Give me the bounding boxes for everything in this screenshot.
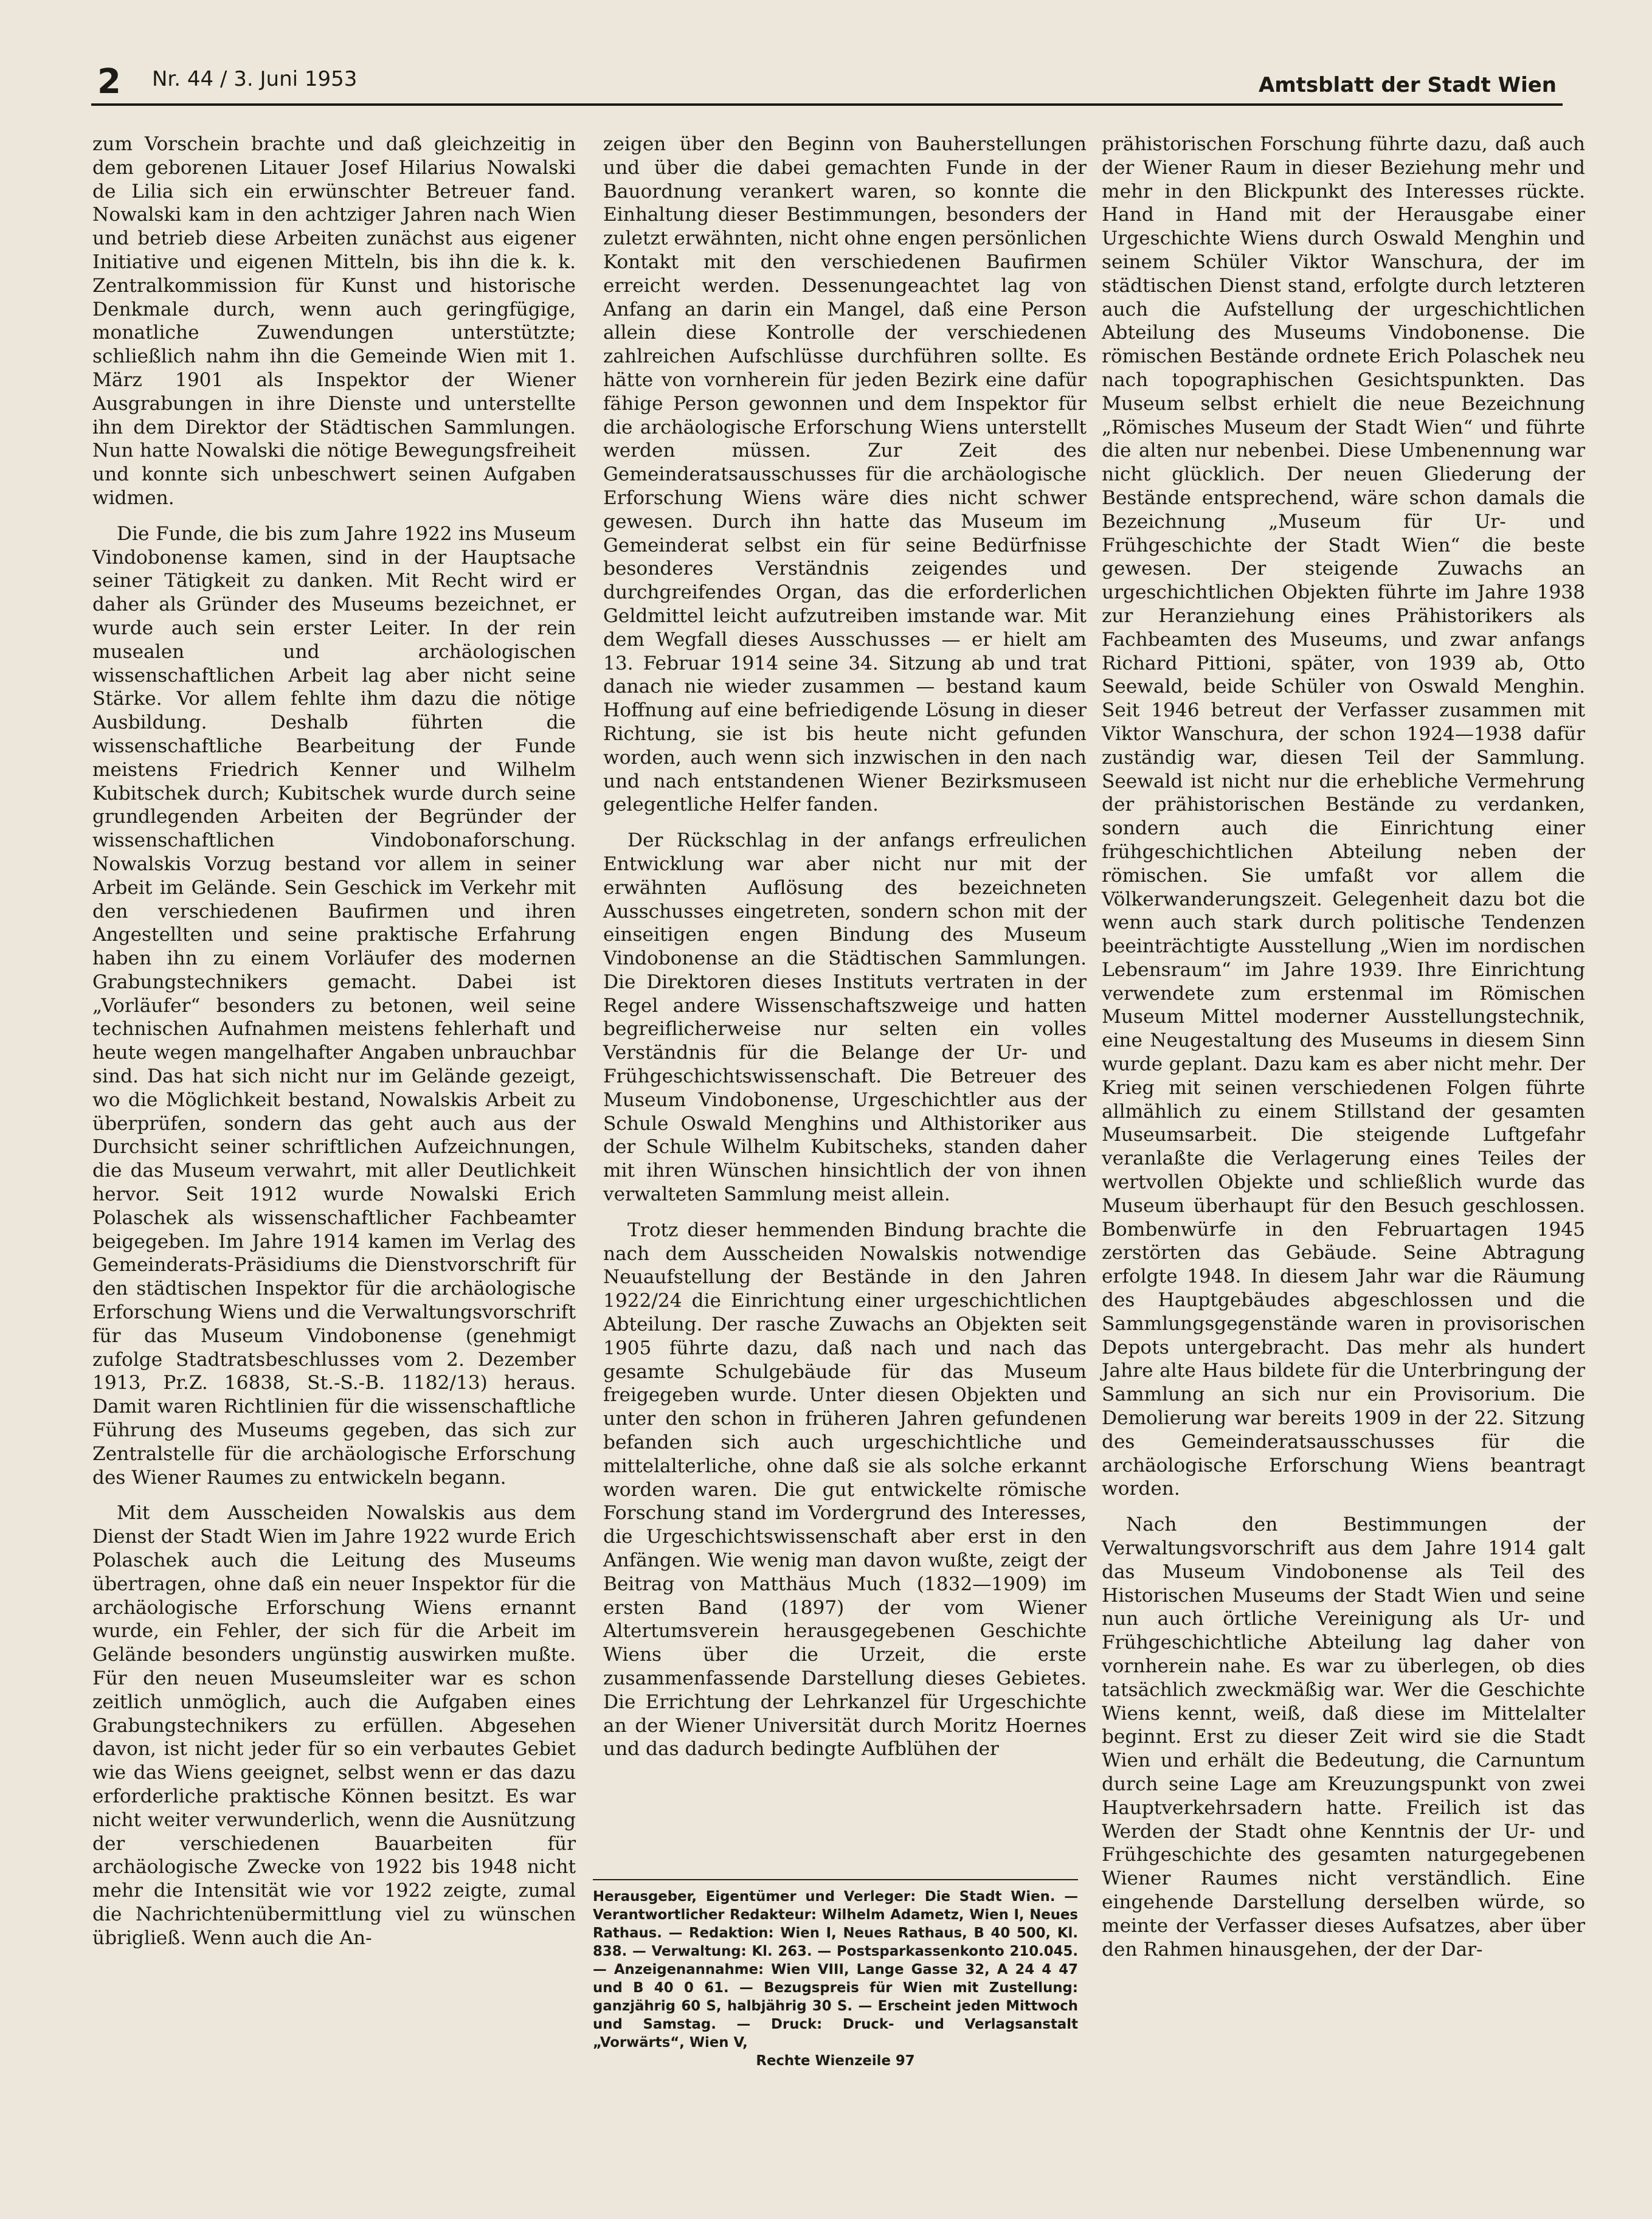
- paragraph: zum Vorschein brachte und daß gleichzeitig in dem geborenen Litauer Josef Hilarius Nowalski de Lilia sich ein erwünschter Betreuer fand. Nowalski kam in den achtziger Jahren nach Wien und betrieb diese Arbeiten zunächst aus eigener Initiative und eigenen Mitteln, bis ihn die k. k. Zentralkommission für Kunst und historische Denkmale durch, wenn auch geringfügige, monatliche Zuwendungen unterstützte; schließlich nahm ihn die Gemeinde Wien mit 1. März 1901 als Inspektor der Wiener Ausgrabungen in ihre Dienste und unterstellte ihn dem Direktor der Städtischen Sammlungen. Nun hatte Nowalski die nötige Bewegungsfreiheit und konnte sich unbeschwert seinen Aufgaben widmen.: [92, 133, 576, 509]
- text-column-3: [1102, 133, 1585, 1961]
- paragraph: prähistorischen Forschung führte dazu, daß auch der Wiener Raum in dieser Beziehung mehr und mehr in den Blickpunkt des Interesses rückte. Hand in Hand mit der Herausgabe einer Urgeschichte Wiens durch Oswald Menghin und seinem Schüler Viktor Wanschura, der im städtischen Dienst stand, erfolgte durch letzteren auch die Aufstellung der urgeschichtlichen Abteilung des Museums Vindobonense. Die römischen Bestände ordnete Erich Polaschek neu nach topographischen Gesichtspunkten. Das Museum selbst erhielt die neue Bezeichnung „Römisches Museum der Stadt Wien“ und führte die alten nur nebenbei. Diese Umbenennung war nicht glücklich. Der neuen Gliederung der Bestände entsprechend, wäre schon damals die Bezeichnung „Museum für Ur- und Frühgeschichte der Stadt Wien“ die beste gewesen. Der steigende Zuwachs an urgeschichtlichen Objekten führte im Jahre 1938 zur Heranziehung eines Prähistorikers als Fachbeamten des Museums, und zwar anfangs Richard Pittioni, später, von 1939 ab, Otto Seewald, beide Schüler von Oswald Menghin. Seit 1946 betreut der Verfasser zusammen mit Viktor Wanschura, der schon 1924—1938 dafür zuständig war, diesen Teil der Sammlung. Seewald ist nicht nur die erhebliche Vermehrung der prähistorischen Bestände zu verdanken, sondern auch die Einrichtung einer frühgeschichtlichen Abteilung neben der römischen. Sie umfaßt vor allem die Völkerwanderungszeit. Gelegenheit dazu bot die wenn auch stark durch politische Tendenzen beeinträchtigte Ausstellung „Wien im nordischen Lebensraum“ im Jahre 1939. Ihre Einrichtung verwendete zum erstenmal im Römischen Museum Mittel moderner Ausstellungstechnik, eine Neugestaltung des Museums in diesem Sinn wurde geplant. Dazu kam es aber nicht mehr. Der Krieg mit seinen verschiedenen Folgen führte allmählich zu einem Stillstand der gesamten Museumsarbeit. Die steigende Luftgefahr veranlaßte die Verlagerung eines Teiles der wertvollen Objekte und schließlich wurde das Museum überhaupt für den Besuch geschlossen. Bombenwürfe in den Februartagen 1945 zerstörten das Gebäude. Seine Abtragung erfolgte 1948. In diesem Jahr war die Räumung des Hauptgebäudes abgeschlossen und die Sammlungsgegenstände waren in provisorischen Depots untergebracht. Das mehr als hundert Jahre alte Haus bildete für die Unterbringung der Sammlung an sich nur ein Provisorium. Die Demolierung war bereits 1909 in der 22. Sitzung des Gemeinderatsausschusses für die archäologische Erforschung Wiens beantragt worden.: [1102, 133, 1585, 1500]
- page-header: [91, 61, 1563, 106]
- text-column-2: [603, 133, 1087, 1761]
- paragraph: Der Rückschlag in der anfangs erfreulichen Entwicklung war aber nicht nur mit der erwähnten Auflösung des bezeichneten Ausschusses eingetreten, sondern schon mit der einseitigen engen Bindung des Museum Vindobonense an die Städtischen Sammlungen. Die Direktoren dieses Instituts vertraten in der Regel andere Wissenschaftszweige und hatten begreiflicherweise nur selten ein volles Verständnis für die Belange der Ur- und Frühgeschichtswissenschaft. Die Betreuer des Museum Vindobonense, Urgeschichtler aus der Schule Oswald Menghins und Althistoriker aus der Schule Wilhelm Kubitscheks, standen daher mit ihren Wünschen hinsichtlich der von ihnen verwalteten Sammlung meist allein.: [603, 829, 1087, 1206]
- paragraph: Trotz dieser hemmenden Bindung brachte die nach dem Ausscheiden Nowalskis notwendige Neuaufstellung der Bestände in den Jahren 1922/24 die Einrichtung einer urgeschichtlichen Abteilung. Der rasche Zuwachs an Objekten seit 1905 führte dazu, daß nach und nach das gesamte Schulgebäude für das Museum freigegeben wurde. Unter diesen Objekten und unter den schon in früheren Jahren gefundenen befanden sich auch urgeschichtliche und mittelalterliche, ohne daß sie als solche erkannt worden waren. Die gut entwickelte römische Forschung stand im Vordergrund des Interesses, die Urgeschichtswissenschaft aber erst in den Anfängen. Wie wenig man davon wußte, zeigt der Beitrag von Matthäus Much (1832—1909) im ersten Band (1897) der vom Wiener Altertumsverein herausgegebenen Geschichte Wiens über die Urzeit, die erste zusammenfassende Darstellung dieses Gebietes. Die Errichtung der Lehrkanzel für Urgeschichte an der Wiener Universität durch Moritz Hoernes und das dadurch bedingte Aufblühen der: [603, 1219, 1087, 1760]
- paragraph: Nach den Bestimmungen der Verwaltungsvorschrift aus dem Jahre 1914 galt das Museum Vindobonense als Teil des Historischen Museums der Stadt Wien und seine nun auch örtliche Vereinigung als Ur- und Frühgeschichtliche Abteilung lag daher von vornherein nahe. Es war zu überlegen, ob dies tatsächlich zweckmäßig war. Wer die Geschichte Wiens kennt, weiß, daß diese im Mittelalter beginnt. Erst zu dieser Zeit wird sie die Stadt Wien und erhält die Bedeutung, die Carnuntum durch seine Lage am Kreuzungspunkt von zwei Hauptverkehrsadern hatte. Freilich ist das Werden der Stadt ohne Kenntnis der Ur- und Frühgeschichte des gesamten naturgegebenen Wiener Raumes nicht verständlich. Eine eingehende Darstellung derselben würde, so meinte der Verfasser dieses Aufsatzes, aber über den Rahmen hinausgehen, der der Dar-: [1102, 1514, 1585, 1961]
- masthead-title: Amtsblatt der Stadt Wien: [1258, 73, 1557, 97]
- text-column-1: [92, 133, 576, 1950]
- imprint-address: Rechte Wienzeile 97: [756, 2053, 915, 2069]
- publisher-imprint: [593, 1879, 1078, 2070]
- paragraph: Die Funde, die bis zum Jahre 1922 ins Museum Vindobonense kamen, sind in der Hauptsache seiner Tätigkeit zu danken. Mit Recht wird er daher als Gründer des Museums bezeichnet, er wurde auch sein erster Leiter. In der rein musealen und archäologischen wissenschaftlichen Arbeit lag aber nicht seine Stärke. Vor allem fehlte ihm dazu die nötige Ausbildung. Deshalb führten die wissenschaftliche Bearbeitung der Funde meistens Friedrich Kenner und Wilhelm Kubitschek durch; Kubitschek wurde durch seine grundlegenden Arbeiten der Begründer der wissenschaftlichen Vindobonaforschung. Nowalskis Vorzug bestand vor allem in seiner Arbeit im Gelände. Sein Geschick im Verkehr mit den verschiedenen Baufirmen und ihren Angestellten und seine praktische Erfahrung haben ihn zu einem Vorläufer des modernen Grabungstechnikers gemacht. Dabei ist „Vorläufer“ besonders zu betonen, weil seine technischen Aufnahmen meistens fehlerhaft und heute wegen mangelhafter Angaben unbrauchbar sind. Das hat sich nicht nur im Gelände gezeigt, wo die Möglichkeit bestand, Nowalskis Arbeit zu überprüfen, sondern das geht auch aus der Durchsicht seiner schriftlichen Aufzeichnungen, die das Museum verwahrt, mit aller Deutlichkeit hervor. Seit 1912 wurde Nowalski Erich Polaschek als wissenschaftlicher Fachbeamter beigegeben. Im Jahre 1914 kamen im Verlag des Gemeinderats-Präsidiums die Dienstvorschrift für den städtischen Inspektor für die archäologische Erforschung Wiens und die Verwaltungsvorschrift für das Museum Vindobonense (genehmigt zufolge Stadtratsbeschlusses vom 2. Dezember 1913, Pr.Z. 16838, St.-S.-B. 1182/13) heraus. Damit waren Richtlinien für die wissenschaftliche Führung des Museums gegeben, das sich zur Zentralstelle für die archäologische Erforschung des Wiener Raumes zu entwickeln begann.: [92, 522, 576, 1489]
- paragraph: zeigen über den Beginn von Bauherstellungen und über die dabei gemachten Funde in der Bauordnung verankert waren, so konnte die Einhaltung dieser Bestimmungen, besonders der zuletzt erwähnten, nicht ohne engen persönlichen Kontakt mit den verschiedenen Baufirmen erreicht werden. Dessenungeachtet lag von Anfang an darin ein Mangel, daß eine Person allein diese Kontrolle der verschiedenen zahlreichen Aufschlüsse durchführen sollte. Es hätte von vornherein für jeden Bezirk eine dafür fähige Person gewonnen und dem Inspektor für die archäologische Erforschung Wiens unterstellt werden müssen. Zur Zeit des Gemeinderatsausschusses für die archäologische Erforschung Wiens wäre dies nicht schwer gewesen. Durch ihn hatte das Museum im Gemeinderat selbst ein für seine Bedürfnisse besonderes Verständnis zeigendes und durchgreifendes Organ, das die erforderlichen Geldmittel leicht aufzutreiben imstande war. Mit dem Wegfall dieses Ausschusses — er hielt am 13. Februar 1914 seine 34. Sitzung ab und trat danach nie wieder zusammen — bestand kaum Hoffnung auf eine befriedigende Lösung in dieser Richtung, sie ist bis heute nicht gefunden worden, auch wenn sich inzwischen in den nach und nach entstandenen Wiener Bezirksmuseen gelegentliche Helfer fanden.: [603, 133, 1087, 816]
- imprint-text: Herausgeber, Eigentümer und Verleger: Die Stadt Wien. — Verantwortlicher Redakteur: Wilhelm Adametz, Wien I, Neues Rathaus. — Redaktion: Wien I, Neues Rathaus, B 40 500, Kl. 838. — Verwaltung: Kl. 263. — Postsparkassenkonto 210.045. — Anzeigenannahme: Wien VIII, Lange Gasse 32, A 24 4 47 und B 40 0 61. — Bezugspreis für Wien mit Zustellung: ganzjährig 60 S, halbjährig 30 S. — Erscheint jeden Mittwoch und Samstag. — Druck: Druck- und Verlagsanstalt „Vorwärts“, Wien V,: [593, 1889, 1078, 2051]
- issue-date: Nr. 44 / 3. Juni 1953: [152, 67, 358, 91]
- page-number: 2: [97, 62, 121, 102]
- paragraph: Mit dem Ausscheiden Nowalskis aus dem Dienst der Stadt Wien im Jahre 1922 wurde Erich Polaschek auch die Leitung des Museums übertragen, ohne daß ein neuer Inspektor für die archäologische Erforschung Wiens ernannt wurde, ein Fehler, der sich für die Arbeit im Gelände besonders ungünstig auswirken mußte. Für den neuen Museumsleiter war es schon zeitlich unmöglich, auch die Aufgaben eines Grabungstechnikers zu erfüllen. Abgesehen davon, ist nicht jeder für so ein verbautes Gebiet wie das Wiens geeignet, selbst wenn er das dazu erforderliche praktische Können besitzt. Es war nicht weiter verwunderlich, wenn die Ausnützung der verschiedenen Bauarbeiten für archäologische Zwecke von 1922 bis 1948 nicht mehr die Intensität wie vor 1922 zeigte, zumal die Nachrichtenübermittlung viel zu wünschen übrigließ. Wenn auch die An-: [92, 1502, 576, 1949]
